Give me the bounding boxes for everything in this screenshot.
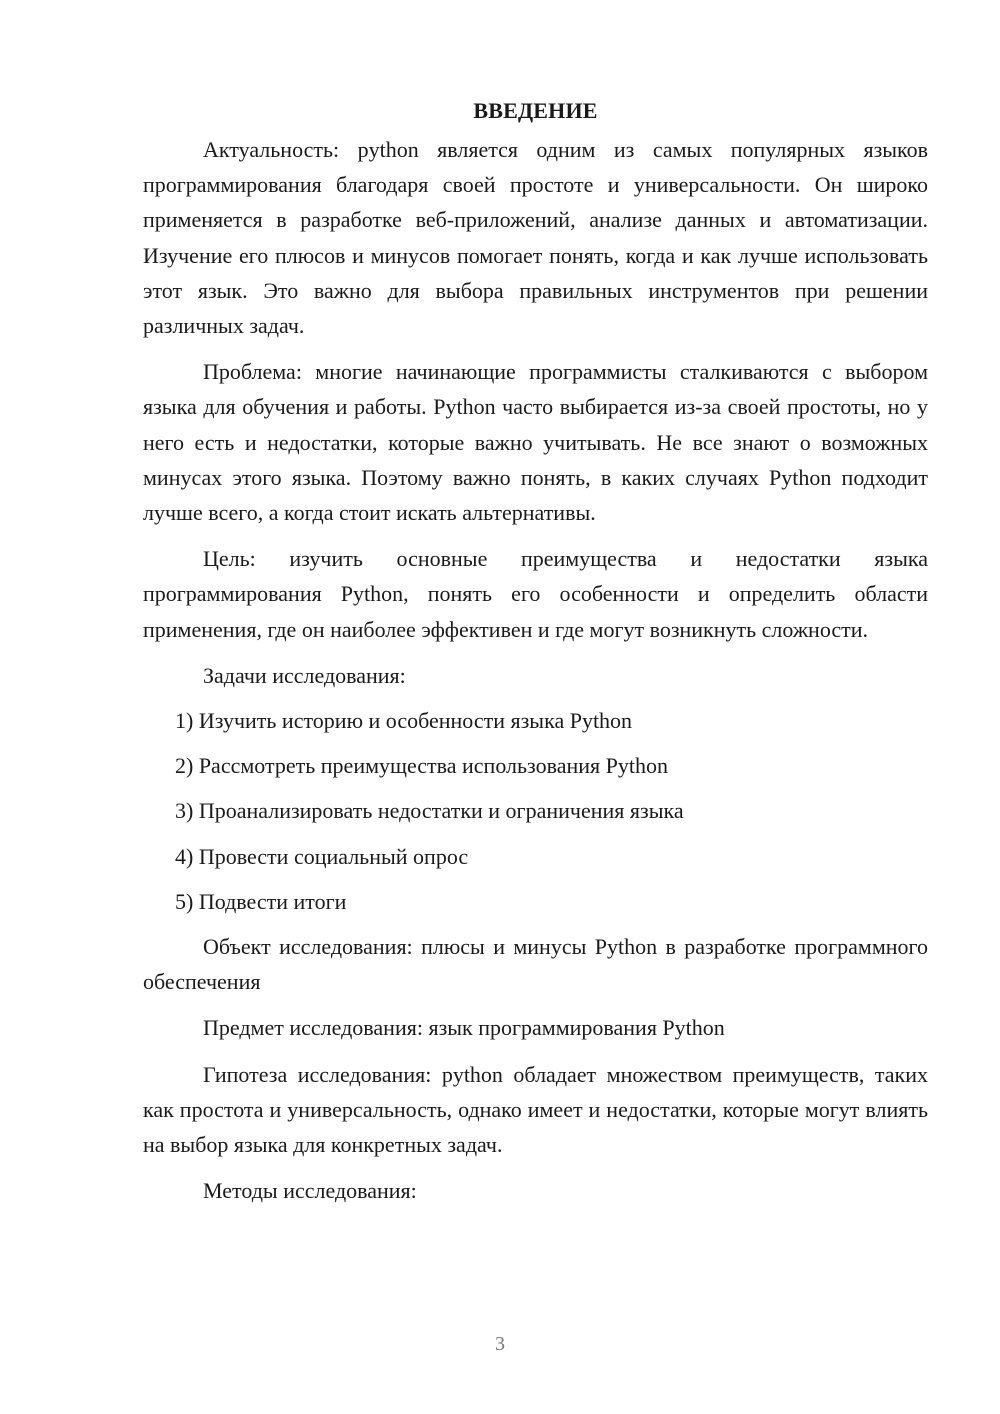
paragraph-subject: Предмет исследования: язык программирования Python [203, 1015, 725, 1041]
page-number: 3 [495, 1333, 505, 1355]
tasks-title: Задачи исследования: [203, 662, 406, 688]
task-list [143, 703, 928, 919]
paragraph-object: Объект исследования: плюсы и минусы Python в разработке программного обеспечения [143, 934, 928, 995]
task-item-1: 1) Изучить историю и особенности языка Python [175, 708, 633, 734]
paragraph-methods: Методы исследования: [203, 1178, 417, 1204]
paragraph-relevance: Актуальность: python является одним из самых популярных языков программирования благодаря своей простоте и универсальности. Он широко применяется в разработке веб-приложений, анализе данных и автоматизации. Изучение его плюсов и минусов помогает понять, когда и как лучше использовать этот язык. Это важно для выбора правильных инструментов при решении различных задач. [143, 137, 928, 339]
section-heading: ВВЕДЕНИЕ [473, 98, 598, 123]
paragraph-goal: Цель: изучить основные преимущества и недостатки языка программирования Python, понять его особенности и определить области применения, где он наиболее эффективен и где могут возникнуть сложности. [143, 546, 928, 642]
document-page [143, 96, 928, 1219]
task-item-5: 5) Подвести итоги [175, 888, 347, 914]
paragraph-problem: Проблема: многие начинающие программисты сталкиваются с выбором языка для обучения и работы. Python часто выбирается из-за своей простоты, но у него есть и недостатки, которые важно учитывать. Не все знают о возможных минусах этого языка. Поэтому важно понять, в каких случаях Python подходит лучше всего, а когда стоит искать альтернативы. [143, 359, 928, 526]
task-item-2: 2) Рассмотреть преимущества использования Python [175, 753, 668, 779]
paragraph-hypothesis: Гипотеза исследования: python обладает множеством преимуществ, таких как простота и универсальность, однако имеет и недостатки, которые могут влиять на выбор языка для конкретных задач. [143, 1061, 928, 1158]
task-item-4: 4) Провести социальный опрос [175, 843, 469, 869]
task-item-3: 3) Проанализировать недостатки и ограничения языка [175, 798, 684, 824]
